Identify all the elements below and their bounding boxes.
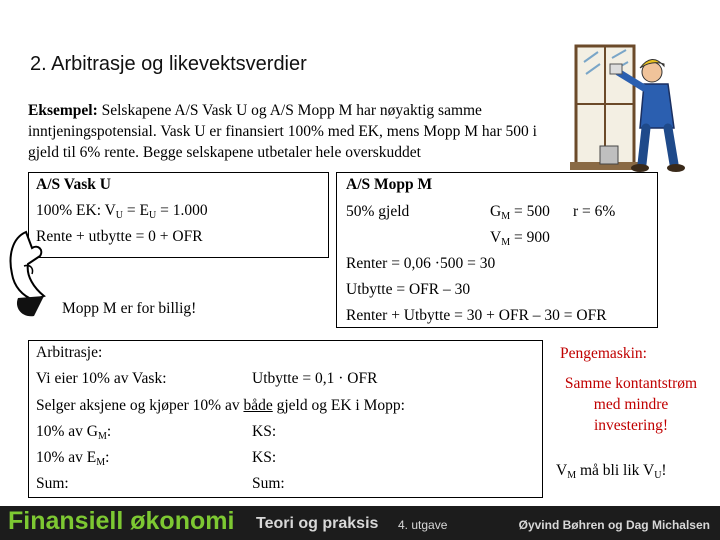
mopp-vm-line: $V_M = 900$	[490, 229, 550, 248]
page-title: 2. Arbitrasje og likevektsverdier	[30, 53, 307, 75]
mopp-heading: A/S Mopp M	[346, 176, 433, 193]
mopp-renter: Renter = 0,06 ·500 = 30	[346, 255, 496, 272]
vask-rente-line: Rente + utbytte = 0 + OFR	[36, 228, 203, 245]
footer-book-title: Finansiell økonomi	[8, 507, 235, 535]
vm-vu-conclusion: $V_M$ må bli lik $V_U$!	[556, 462, 667, 481]
arb-line4-left: 10% av $E_M$:	[36, 449, 110, 468]
mopp-sum: Renter + Utbytte = 30 + OFR – 30 = OFR	[346, 307, 607, 324]
arb-line3-right: KS:	[252, 423, 277, 440]
footer-edition: 4. utgave	[398, 518, 448, 532]
mopp-utbytte: Utbytte = OFR – 30	[346, 281, 471, 298]
samme-kontantstrom-note: Samme kontantstrøm med mindre investering!	[564, 375, 698, 434]
vask-heading: A/S Vask U	[36, 176, 111, 193]
arb-line4-right: KS:	[252, 449, 277, 466]
window-washer-illustration	[570, 42, 702, 177]
arb-line5-right: Sum:	[252, 475, 285, 492]
mopp-rate: r = 6%	[573, 203, 616, 220]
mopp-gjeld: 50% gjeld	[346, 203, 410, 220]
arb-line3-left: 10% av $G_M$:	[36, 423, 112, 442]
vask-ek-line: 100% EK: $V_U = E_U = 1.000$	[36, 202, 208, 221]
arb-line1-left: Vi eier 10% av Vask:	[36, 370, 167, 387]
pointing-hand-illustration	[4, 226, 54, 322]
pengemaskin-label: Pengemaskin:	[560, 345, 647, 362]
footer-bar	[0, 506, 720, 540]
arbitrasje-box	[28, 340, 543, 498]
arb-line2: Selger aksjene og kjøper 10% av både gjeld og EK i Mopp:	[36, 397, 405, 414]
intro-paragraph	[28, 100, 568, 163]
footer-subtitle: Teori og praksis	[256, 515, 379, 532]
arb-line1-right: Utbytte = 0,1 · OFR	[252, 370, 378, 387]
arb-heading: Arbitrasje:	[36, 344, 103, 361]
billig-note: Mopp M er for billig!	[62, 300, 197, 317]
intro-label: Eksempel:	[28, 102, 98, 119]
mopp-box	[336, 172, 658, 328]
intro-text: Selskapene A/S Vask U og A/S Mopp M har nøyaktig samme inntjeningspotensial. Vask U er finansiert 100% med EK, mens Mopp M har 500 i gjeld til 6% rente. Begge selskapene utbetaler hele overskuddet	[28, 102, 537, 161]
mopp-gm-line: $G_M = 500$	[490, 203, 550, 222]
footer-authors: Øyvind Bøhren og Dag Michalsen	[518, 518, 710, 532]
arb-line5-left: Sum:	[36, 475, 69, 492]
